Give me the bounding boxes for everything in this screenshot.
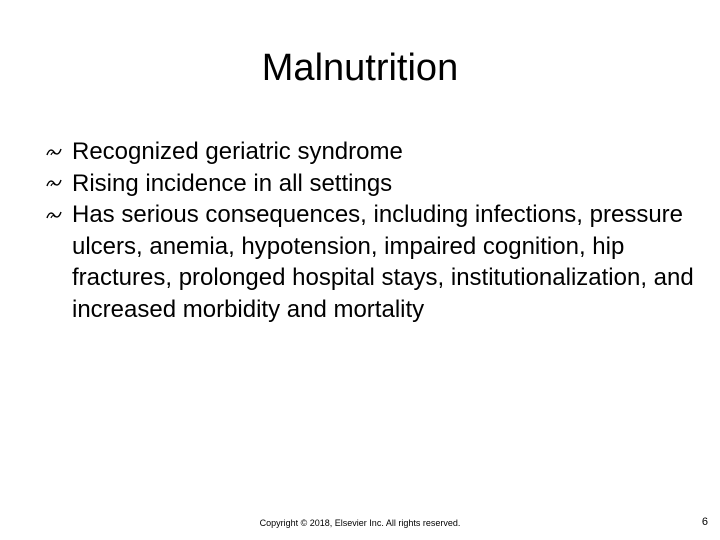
- bullet-item: [46, 168, 696, 200]
- bullet-text: Has serious consequences, including infections, pressure ulcers, anemia, hypotension, impaired cognition, hip fractures, prolonged hospital stays, institutionalization, and increased morbidity and mortality: [72, 201, 694, 323]
- bullet-text: Rising incidence in all settings: [72, 169, 393, 197]
- bullet-item: [46, 199, 696, 325]
- bullet-text: Recognized geriatric syndrome: [72, 138, 403, 165]
- fleur-wave-icon: [46, 199, 72, 231]
- fleur-wave-icon: [46, 168, 72, 200]
- slide-title: Malnutrition: [261, 47, 459, 89]
- page-number: 6: [701, 516, 708, 528]
- copyright-footer: Copyright © 2018, Elsevier Inc. All rights reserved.: [259, 518, 461, 528]
- fleur-wave-icon: [46, 136, 72, 168]
- bullet-item: [46, 136, 696, 168]
- bullet-list: [46, 136, 696, 325]
